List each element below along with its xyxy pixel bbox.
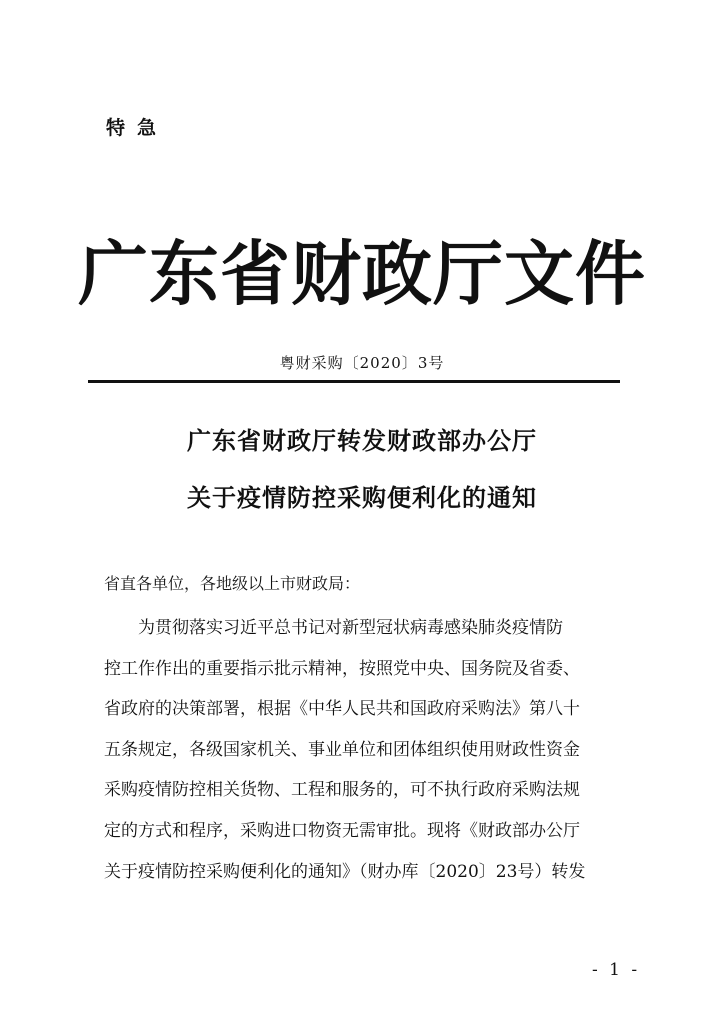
salutation: 省直各单位，各地级以上市财政局：: [104, 574, 361, 593]
page-number: - 1 -: [592, 960, 641, 980]
body-line: 关于疫情防控采购便利化的通知》（财办库〔2020〕23号）转发: [104, 861, 586, 882]
body-paragraph: [104, 608, 624, 892]
header-divider-rule: [88, 380, 620, 383]
body-line: 五条规定，各级国家机关、事业单位和团体组织使用财政性资金: [104, 739, 580, 760]
document-masthead: 广东省财政厅文件: [78, 232, 646, 315]
body-line: 定的方式和程序，采购进口物资无需审批。现将《财政部办公厅: [104, 820, 580, 841]
body-line: 为贯彻落实习近平总书记对新型冠状病毒感染肺炎疫情防: [138, 618, 563, 638]
body-line: 采购疫情防控相关货物、工程和服务的，可不执行政府采购法规: [104, 780, 580, 801]
body-line: 控工作作出的重要指示批示精神，按照党中央、国务院及省委、: [104, 658, 580, 679]
urgency-label: 特急: [106, 117, 169, 139]
document-title-line-1: 广东省财政厅转发财政部办公厅: [187, 427, 537, 455]
document-number: 粤财采购〔2020〕3号: [279, 354, 445, 372]
body-line: 省政府的决策部署，根据《中华人民共和国政府采购法》第八十: [104, 699, 580, 720]
document-title-line-2: 关于疫情防控采购便利化的通知: [187, 484, 537, 512]
